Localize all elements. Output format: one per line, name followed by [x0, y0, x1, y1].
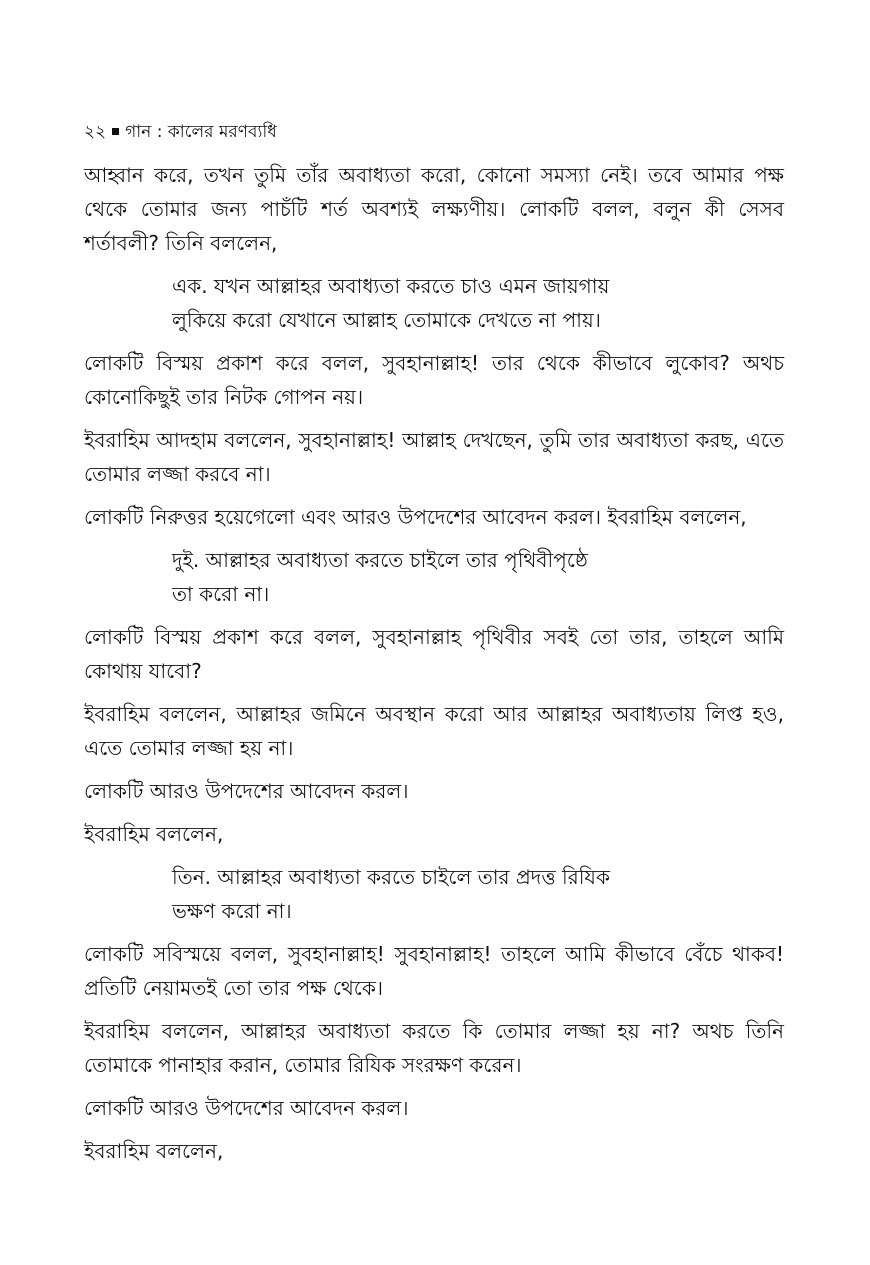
paragraph: ইবরাহিম বললেন, — [84, 1139, 224, 1163]
section-label: গান : কালের মরণব্যধি — [125, 122, 277, 142]
paragraph: লোকটি আরও উপদেশের আবেদন করল। — [84, 1096, 409, 1120]
page-number: ২২ — [84, 122, 107, 142]
quote-line: এক. যখন আল্লাহর অবাধ্যতা করতে চাও এমন জায়গায় — [172, 274, 610, 298]
condition-quote — [172, 860, 712, 928]
paragraph: লোকটি বিস্ময় প্রকাশ করে বলল, সুবহানাল্লাহ! তার থেকে কীভাবে লুকোব? অথচ কোনোকিছুই তার নিটক গোপন নয়। — [84, 351, 784, 409]
paragraph: ইবরাহিম বললেন, আল্লাহর জমিনে অবস্থান করো আর আল্লাহর অবাধ্যতায় লিপ্ত হও, এতে তোমার লজ্জা হয় না। — [84, 702, 784, 760]
paragraph: ইবরাহিম বললেন, — [84, 822, 224, 846]
running-header — [84, 120, 784, 144]
quote-line: তিন. আল্লাহর অবাধ্যতা করতে চাইলে তার প্রদত্ত রিযিক — [172, 865, 610, 889]
paragraph: লোকটি বিস্ময় প্রকাশ করে বলল, সুবহানাল্লাহ পৃথিবীর সবই তো তার, তাহলে আমি কোথায় যাবো? — [84, 625, 784, 683]
paragraph: আহ্বান করে, তখন তুমি তাঁর অবাধ্যতা করো, কোনো সমস্যা নেই। তবে আমার পক্ষ থেকে তোমার জন্য পাচঁটি শর্ত অবশ্যই লক্ষ্যণীয়। লোকটি বলল, বলুন কী সেসব শর্তাবলী? তিনি বললেন, — [84, 163, 784, 255]
paragraph: ইবরাহিম আদহাম বললেন, সুবহানাল্লাহ! আল্লাহ দেখছেন, তুমি তার অবাধ্যতা করছ, এতে তোমার লজ্জা করবে না। — [84, 428, 784, 486]
condition-quote — [172, 269, 712, 337]
square-bullet-icon — [112, 128, 119, 135]
quote-line: দুই. আল্লাহর অবাধ্যতা করতে চাইলে তার পৃথিবীপৃষ্ঠে — [172, 548, 588, 572]
quote-line: লুকিয়ে করো যেখানে আল্লাহ তোমাকে দেখতে না পায়। — [172, 308, 601, 332]
page-body — [84, 120, 784, 1177]
quote-line: ভক্ষণ করো না। — [172, 899, 292, 923]
paragraph: লোকটি আরও উপদেশের আবেদন করল। — [84, 779, 409, 803]
paragraph: ইবরাহিম বললেন, আল্লাহর অবাধ্যতা করতে কি তোমার লজ্জা হয় না? অথচ তিনি তোমাকে পানাহার করান, তোমার রিযিক সংরক্ষণ করেন। — [84, 1019, 784, 1077]
condition-quote — [172, 543, 712, 611]
quote-line: তা করো না। — [172, 582, 270, 606]
paragraph: লোকটি সবিস্ময়ে বলল, সুবহানাল্লাহ! সুবহানাল্লাহ! তাহলে আমি কীভাবে বেঁচে থাকব! প্রতিটি নেয়ামতই তো তার পক্ষ থেকে। — [84, 942, 784, 1000]
paragraph: লোকটি নিরুত্তর হয়েগেলো এবং আরও উপদেশের আবেদন করল। ইবরাহিম বললেন, — [84, 505, 747, 529]
